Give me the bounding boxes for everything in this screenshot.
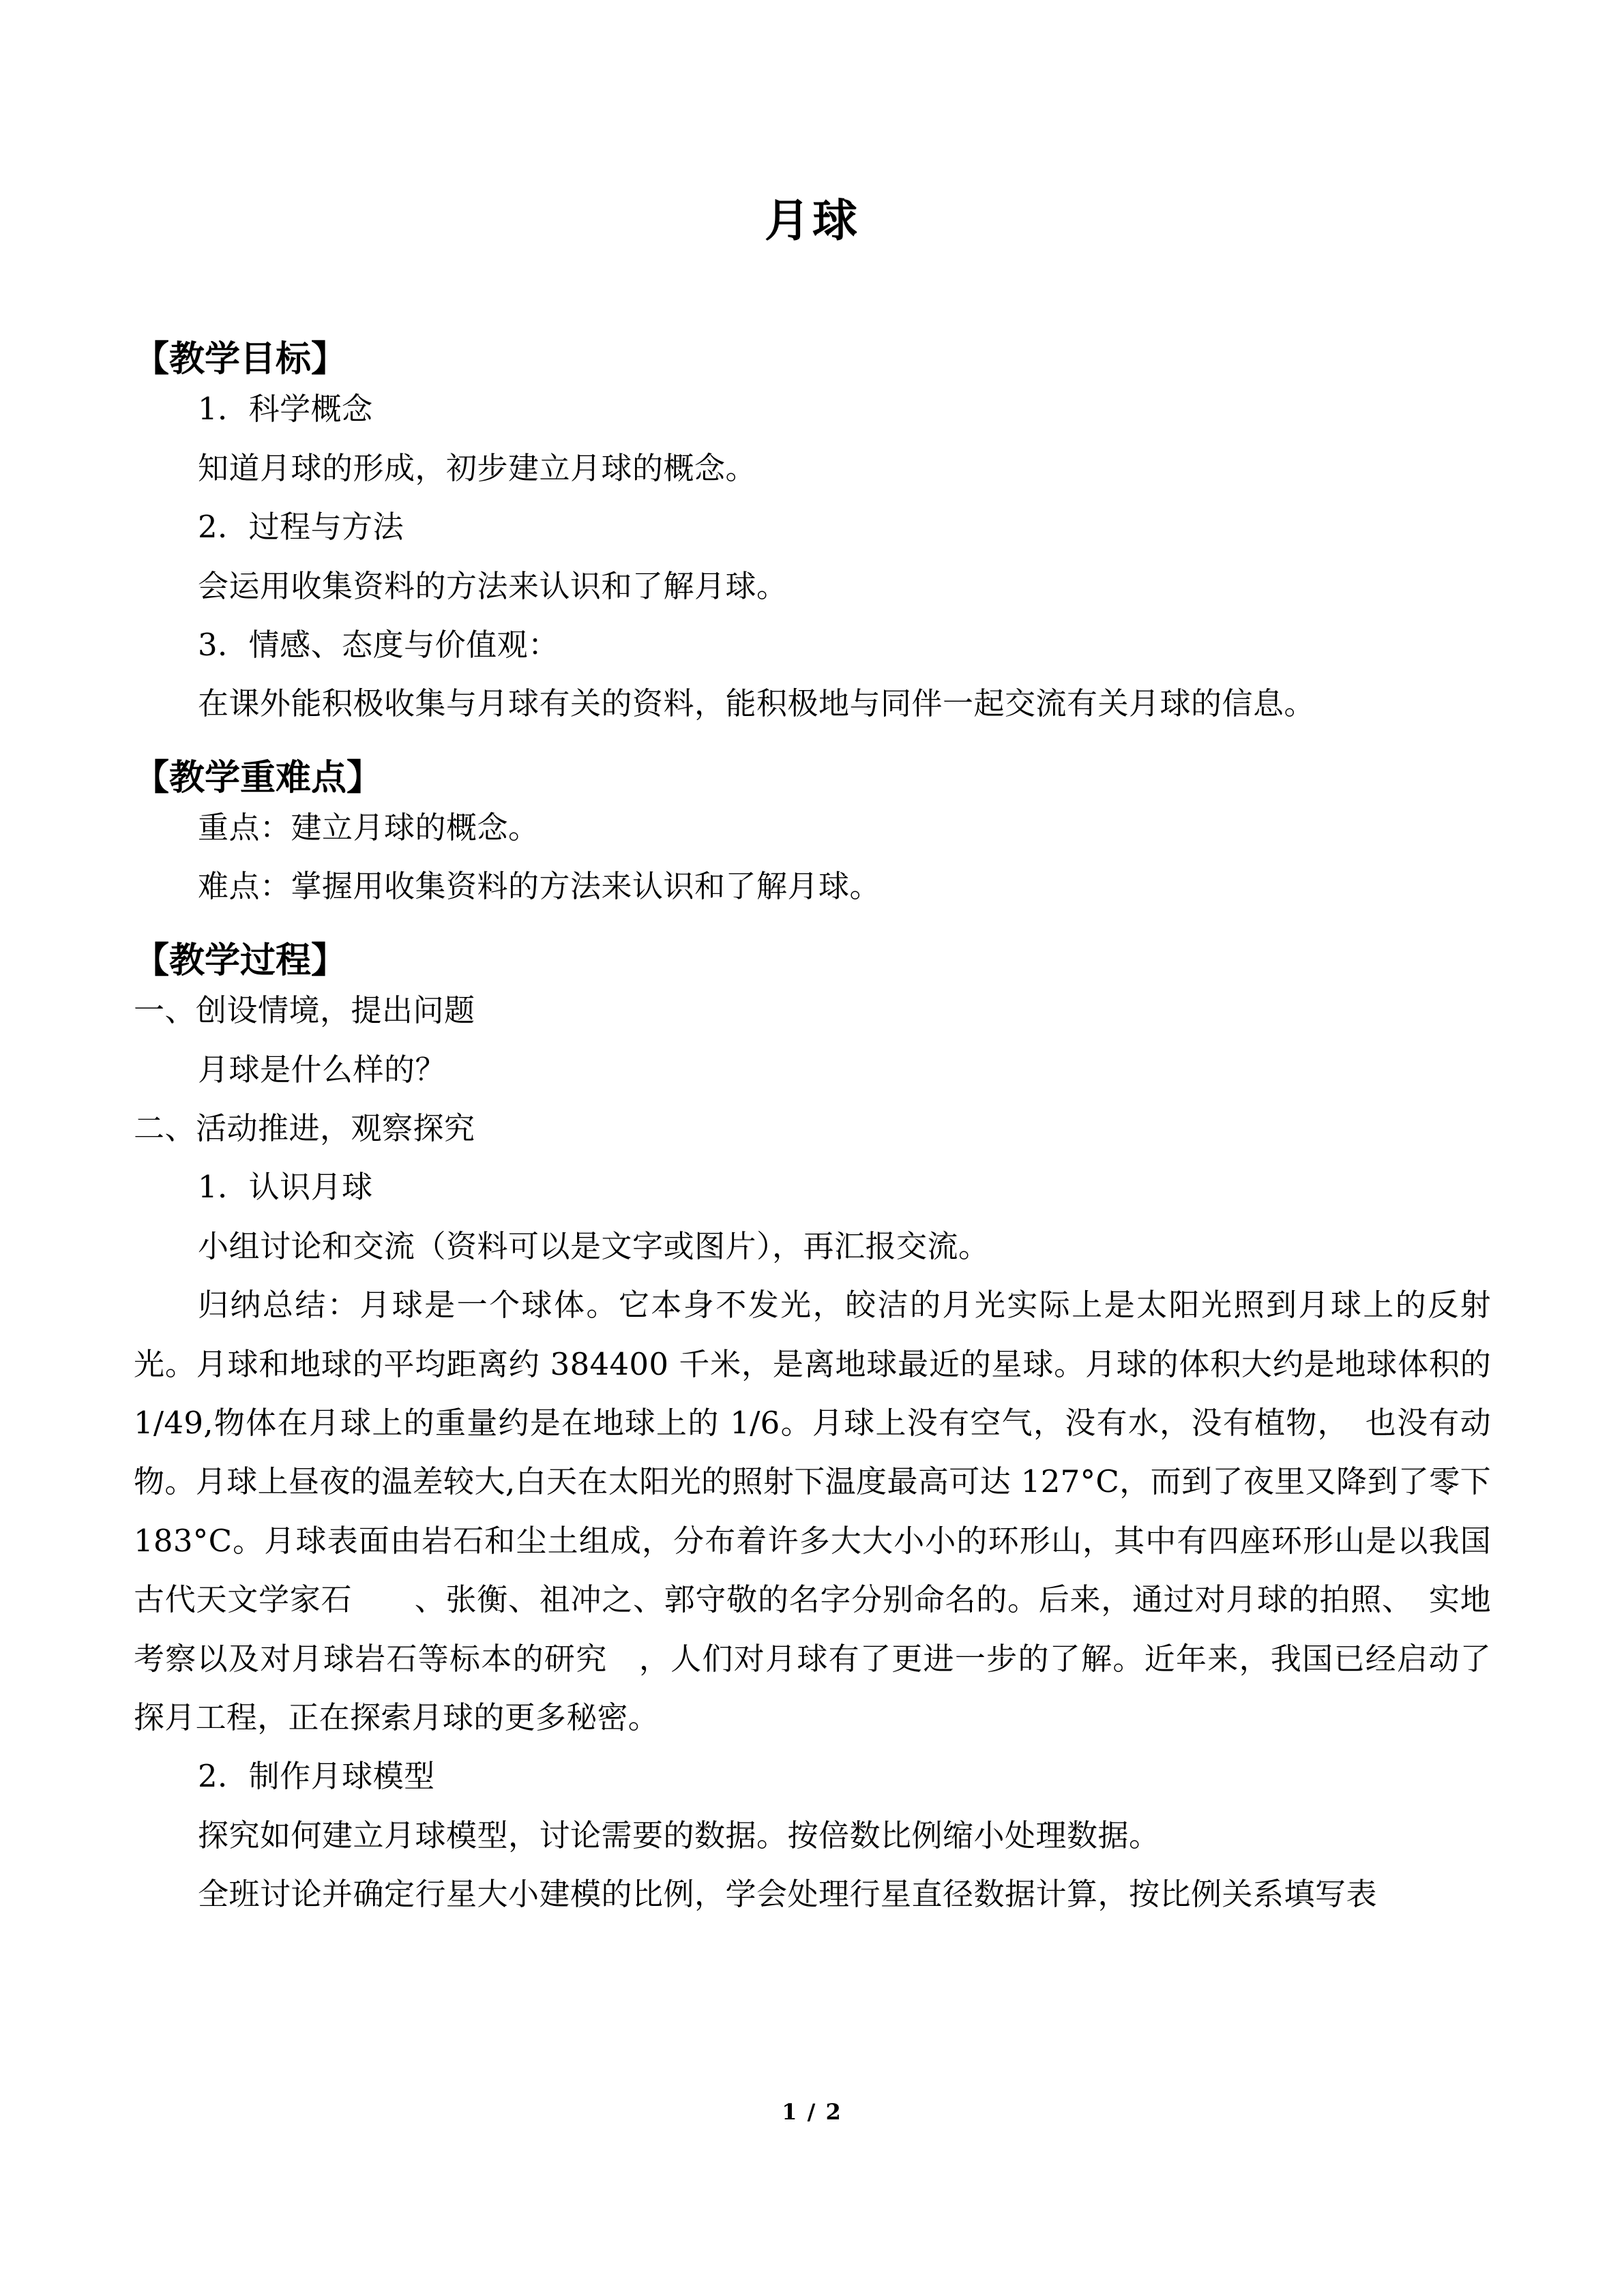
objective-item-3: 3．情感、态度与价值观： [198, 626, 559, 663]
page-footer: 1 / 2 [782, 2099, 842, 2125]
activity-1-line-1: 小组讨论和交流（资料可以是文字或图片），再汇报交流。 [198, 1227, 990, 1264]
objective-item-1-text: 知道月球的形成，初步建立月球的概念。 [198, 449, 757, 486]
section-heading-objectives: 【教学目标】 [134, 338, 347, 380]
activity-2-line-2: 全班讨论并确定行星大小建模的比例，学会处理行星直径数据计算，按比例关系填写表 [198, 1876, 1378, 1913]
section-heading-key-difficult: 【教学重难点】 [134, 756, 383, 799]
process-step-1-title: 一、创设情境，提出问题 [134, 992, 475, 1029]
process-step-2-title: 二、活动推进，观察探究 [134, 1109, 475, 1146]
objective-item-3-text: 在课外能积极收集与月球有关的资料，能积极地与同伴一起交流有关月球的信息。 [198, 685, 1316, 722]
section-heading-process: 【教学过程】 [134, 939, 347, 981]
activity-2-title: 2．制作月球模型 [198, 1758, 435, 1795]
activity-2-line-1: 探究如何建立月球模型，讨论需要的数据。按倍数比例缩小处理数据。 [198, 1817, 1160, 1853]
objective-item-1: 1．科学概念 [198, 391, 373, 428]
key-point-line: 重点：建立月球的概念。 [198, 809, 540, 846]
difficult-point-line: 难点：掌握用收集资料的方法来认识和了解月球。 [198, 868, 881, 905]
document-content [134, 0, 1501, 1924]
objective-item-2-text: 会运用收集资料的方法来认识和了解月球。 [198, 567, 788, 604]
objective-item-2: 2．过程与方法 [198, 509, 404, 546]
activity-1-title: 1．认识月球 [198, 1169, 373, 1206]
process-step-1-question: 月球是什么样的？ [198, 1051, 447, 1088]
page-title: 月球 [765, 194, 860, 247]
activity-1-summary-paragraph: 归纳总结：月球是一个球体。它本身不发光，皎洁的月光实际上是太阳光照到月球上的反射光。月球和地球的平均距离约 384400 千米，是离地球最近的星球。月球的体积大约是地球体积的 1/49,物体在月球上的重量约是在地球上的 1/6。月球上没有空气，没有水，没有植物， 也没有动物。月球上昼夜的温差较大,白天在太阳光的照射下温度最高可达 127°C，而到了夜里又降到了零下 183°C。月球表面由岩石和尘土组成，分布着许多大大小小的环形山，其中有四座环形山是以我国古代天文学家石 、张衡、祖冲之、郭守敬的名字分别命名的。后来，通过对月球的拍照、 实地考察以及对月球岩石等标本的研究 ，人们对月球有了更进一步的了解。近年来，我国已经启动了探月工程，正在探索月球的更多秘密。 [134, 1287, 1501, 1735]
